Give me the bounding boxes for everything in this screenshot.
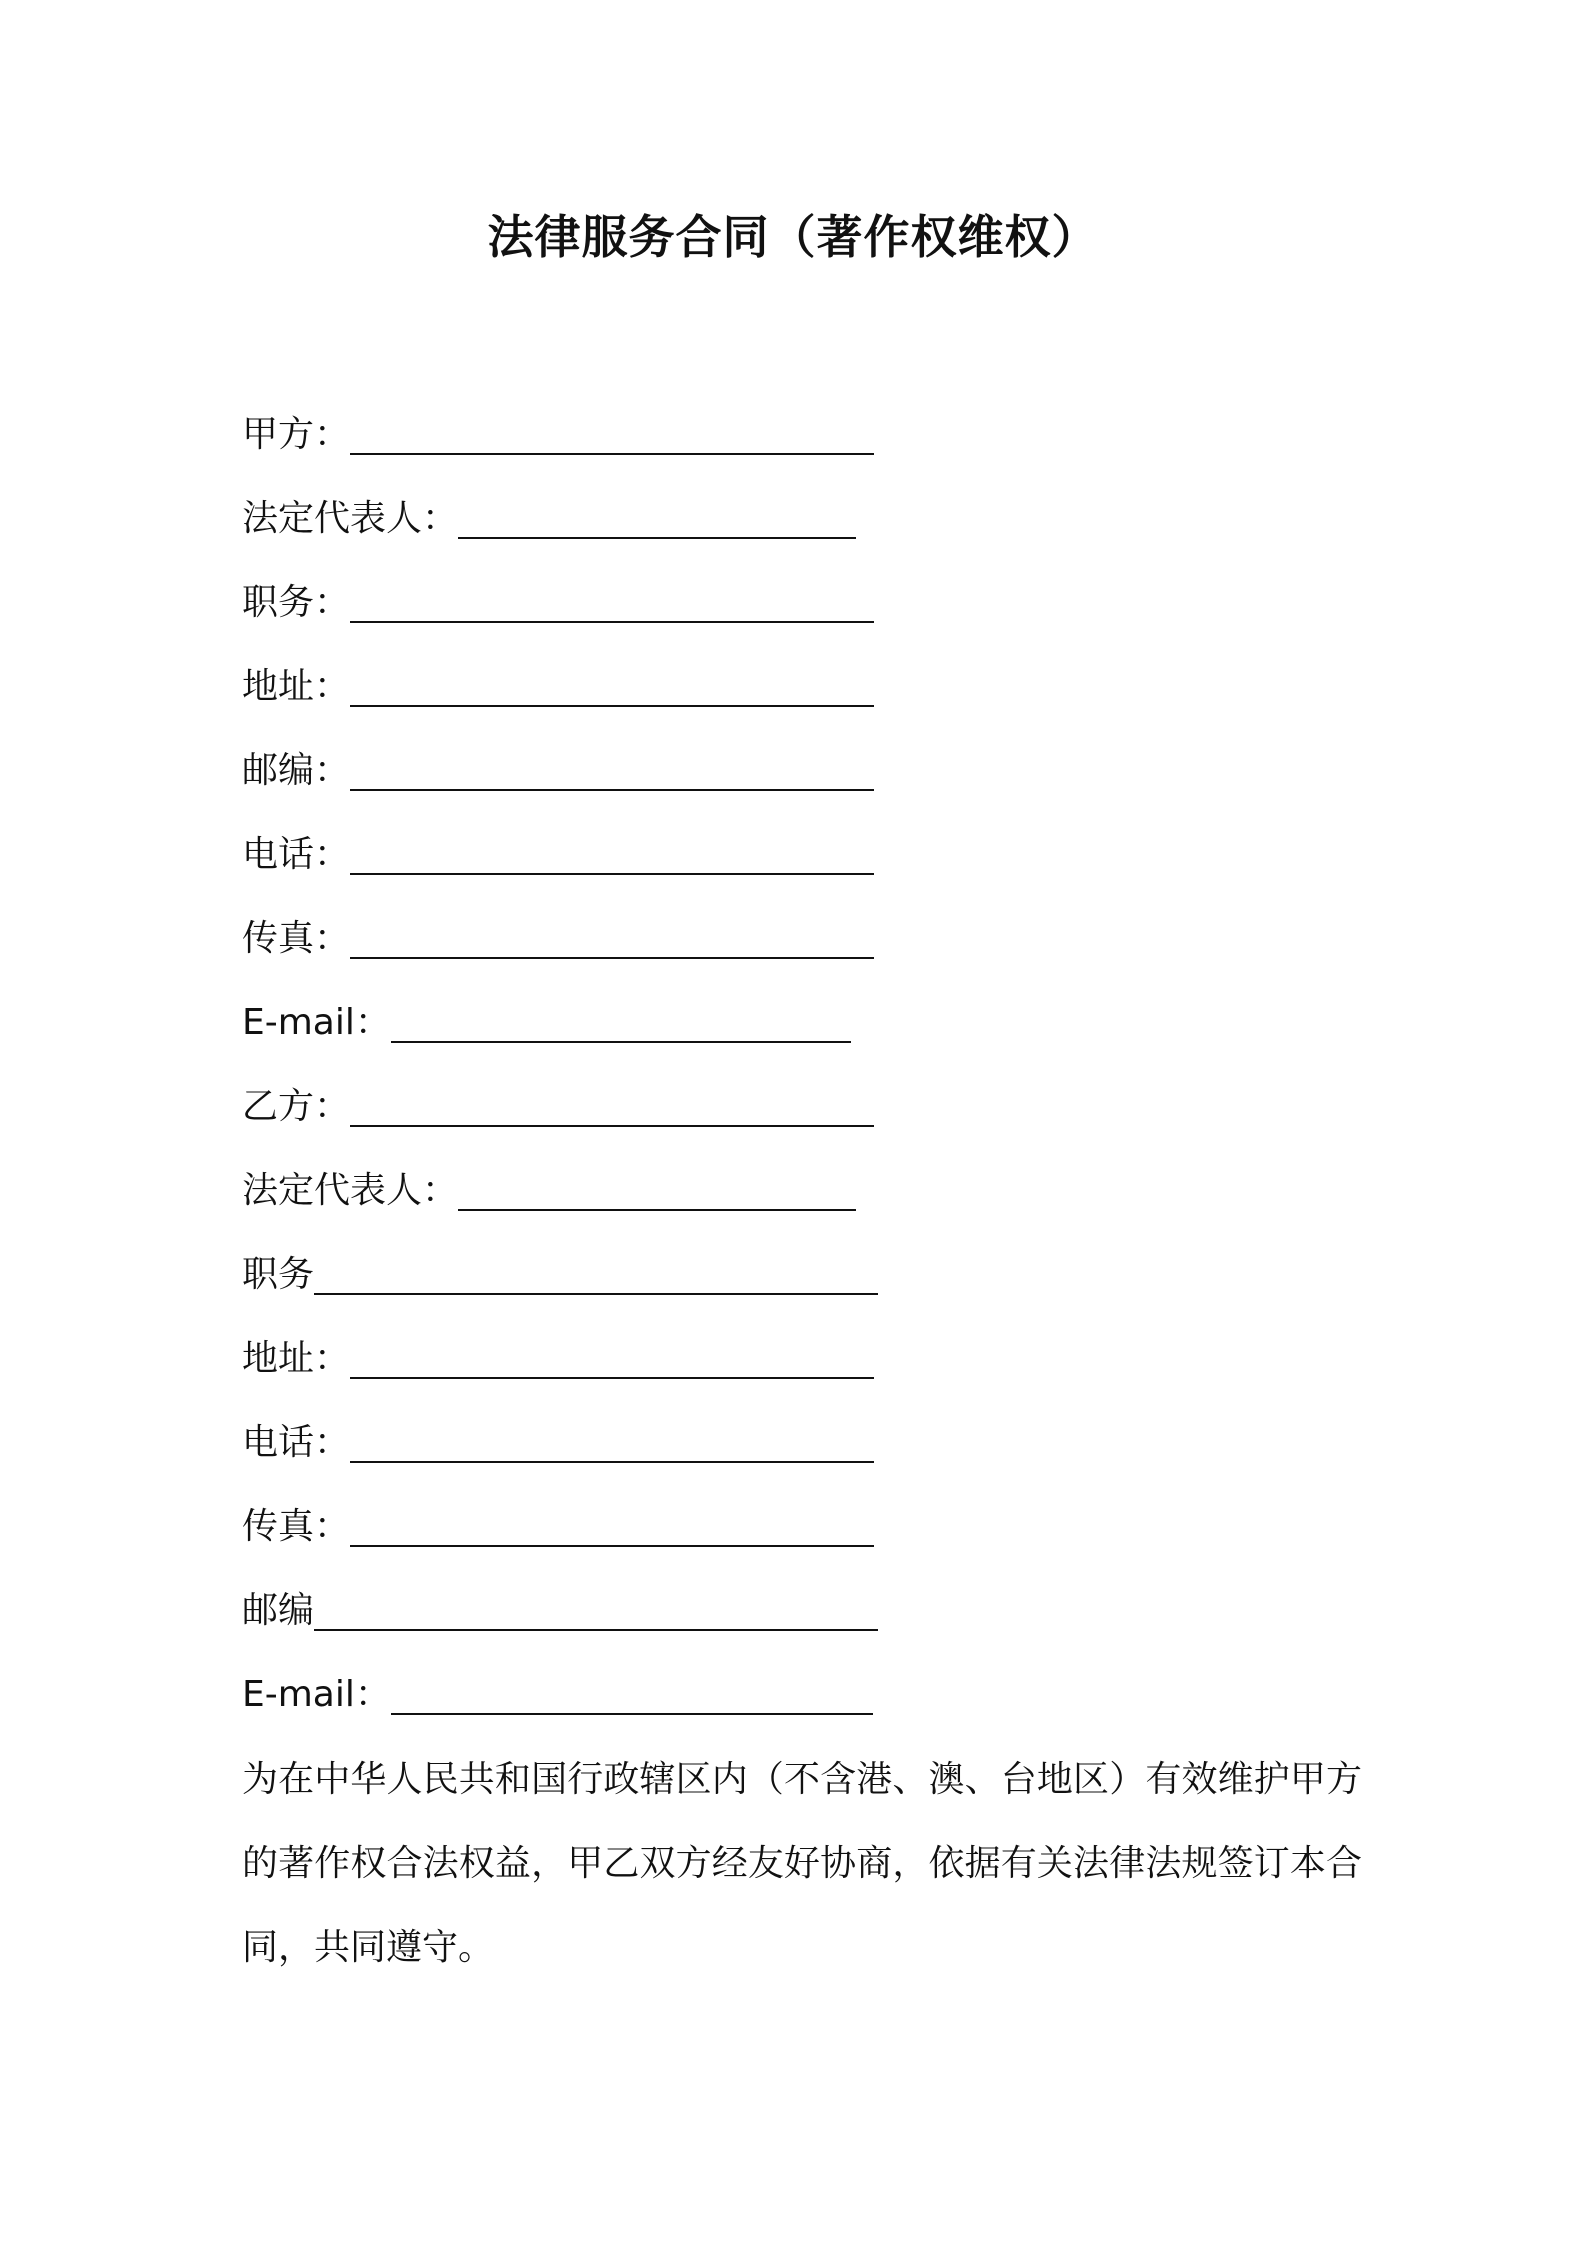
blank-line xyxy=(350,1499,874,1547)
field-label: 地址： xyxy=(242,1338,351,1379)
blank-line xyxy=(350,1331,874,1379)
field-label: 甲方： xyxy=(242,414,351,455)
intro-paragraph: 为在中华人民共和国行政辖区内（不含港、澳、台地区）有效维护甲方的著作权合法权益，甲乙双方经友好协商，依据有关法律法规签订本合同，共同遵守。 xyxy=(242,1759,1362,1968)
blank-line xyxy=(350,407,874,455)
blank-line xyxy=(314,1583,878,1631)
field-label: 法定代表人： xyxy=(242,498,459,539)
blank-line xyxy=(350,575,874,623)
blank-line xyxy=(350,1415,874,1463)
field-party-a-postcode xyxy=(242,741,1392,825)
blank-line xyxy=(350,1079,874,1127)
field-party-a-position xyxy=(242,573,1392,657)
blank-line xyxy=(458,1163,856,1211)
field-label: 职务 xyxy=(242,1254,315,1295)
field-label: 电话： xyxy=(242,834,351,875)
field-party-b-phone xyxy=(242,1413,1392,1497)
blank-line xyxy=(350,659,874,707)
field-party-a-email xyxy=(242,993,1392,1077)
field-label: 电话： xyxy=(242,1422,351,1463)
field-label: 邮编 xyxy=(242,1590,315,1631)
field-party-a xyxy=(242,405,1392,489)
field-party-b-position xyxy=(242,1245,1392,1329)
field-label: 职务： xyxy=(242,582,351,623)
blank-line xyxy=(458,491,856,539)
field-label: 传真： xyxy=(242,918,351,959)
field-party-b-address xyxy=(242,1329,1392,1413)
field-party-b-legal-rep xyxy=(242,1161,1392,1245)
field-label: 法定代表人： xyxy=(242,1170,459,1211)
field-party-a-address xyxy=(242,657,1392,741)
field-label: 邮编： xyxy=(242,750,351,791)
field-label: E-mail： xyxy=(242,1674,391,1715)
blank-line xyxy=(350,911,874,959)
field-party-b xyxy=(242,1077,1392,1161)
field-party-a-fax xyxy=(242,909,1392,993)
field-party-b-email xyxy=(242,1665,1392,1749)
blank-line xyxy=(391,995,851,1043)
field-label: 乙方： xyxy=(242,1086,351,1127)
field-label: 传真： xyxy=(242,1506,351,1547)
party-info-fields xyxy=(242,405,1392,1749)
field-party-a-phone xyxy=(242,825,1392,909)
blank-line xyxy=(350,743,874,791)
field-label: 地址： xyxy=(242,666,351,707)
field-label: E-mail： xyxy=(242,1002,391,1043)
field-party-b-postcode xyxy=(242,1581,1392,1665)
field-party-b-fax xyxy=(242,1497,1392,1581)
blank-line xyxy=(350,827,874,875)
blank-line xyxy=(391,1667,873,1715)
document-title: 法律服务合同（著作权维权） xyxy=(487,210,1099,264)
field-party-a-legal-rep xyxy=(242,489,1392,573)
blank-line xyxy=(314,1247,878,1295)
